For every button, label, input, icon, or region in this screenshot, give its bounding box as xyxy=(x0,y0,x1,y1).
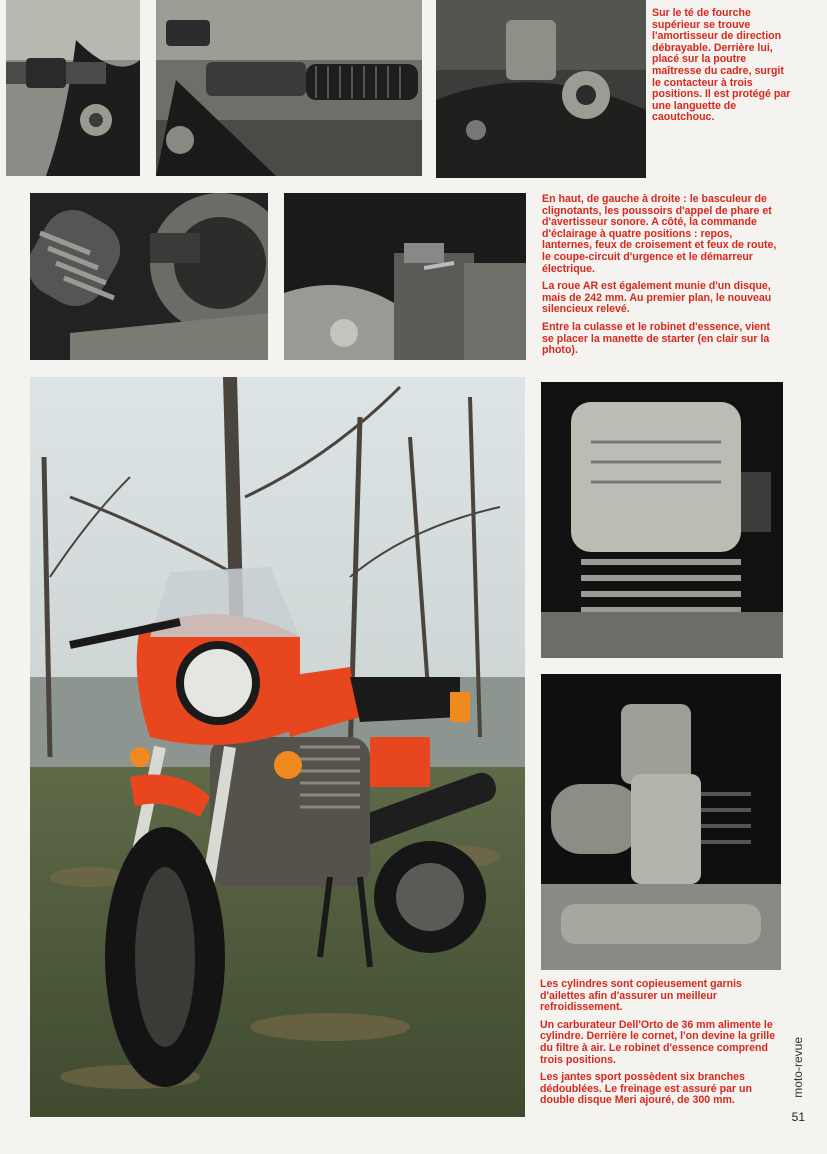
photo-handlebar-left xyxy=(6,0,140,176)
caption-paragraph: Un carburateur Dell'Orto de 36 mm alimente le cylindre. Derrière le cornet, l'on devine la grille du filtre à air. Le robinet d'essence comprend trois positions. xyxy=(540,1018,776,1066)
photo-rear-wheel-disc xyxy=(30,193,268,360)
caption-paragraph: La roue AR est également munie d'un disque, mais de 242 mm. Au premier plan, le nouveau silencieux relevé. xyxy=(542,280,772,316)
photo-starter-lever xyxy=(284,193,526,360)
caption-steering-damper: Sur le té de fourche supérieur se trouve l'amortisseur de direction débrayable. Derrière lui, placé sur la poutre maîtresse du cadre, surgit le contacteur à trois positions. Il est protégé par une languette de caoutchouc. xyxy=(652,7,791,124)
caption-paragraph: Entre la culasse et le robinet d'essence, vient se placer la manette de starter (en clair sur la photo). xyxy=(542,320,771,357)
caption-paragraph: Les cylindres sont copieusement garnis d'ailettes afin d'assurer un meilleur refroidissement. xyxy=(540,978,742,1014)
photo-handlebar-right xyxy=(156,0,422,176)
photo-steering-damper xyxy=(436,0,646,178)
caption-paragraph: En haut, de gauche à droite : le basculeur de clignotants, les poussoirs d'appel de phare et d'avertisseur sonore. A côté, la commande d'éclairage à quatre positions : repos, lanternes, feux de croisement et feux de route, le coupe-circuit d'urgence et le démarreur électrique. xyxy=(542,193,777,275)
caption-engine-wheels xyxy=(540,979,780,1113)
page-number: 51 xyxy=(791,1110,805,1124)
caption-controls xyxy=(542,194,778,363)
caption-paragraph: Les jantes sport possèdent six branches dédoublées. Le freinage est assuré par un double disque Meri ajouré, de 300 mm. xyxy=(540,1071,752,1107)
photo-motorcycle-main xyxy=(30,377,525,1117)
photo-carburetor xyxy=(541,674,781,970)
photo-cylinder-head xyxy=(541,382,783,658)
magazine-name: moto-revue xyxy=(791,1037,805,1098)
